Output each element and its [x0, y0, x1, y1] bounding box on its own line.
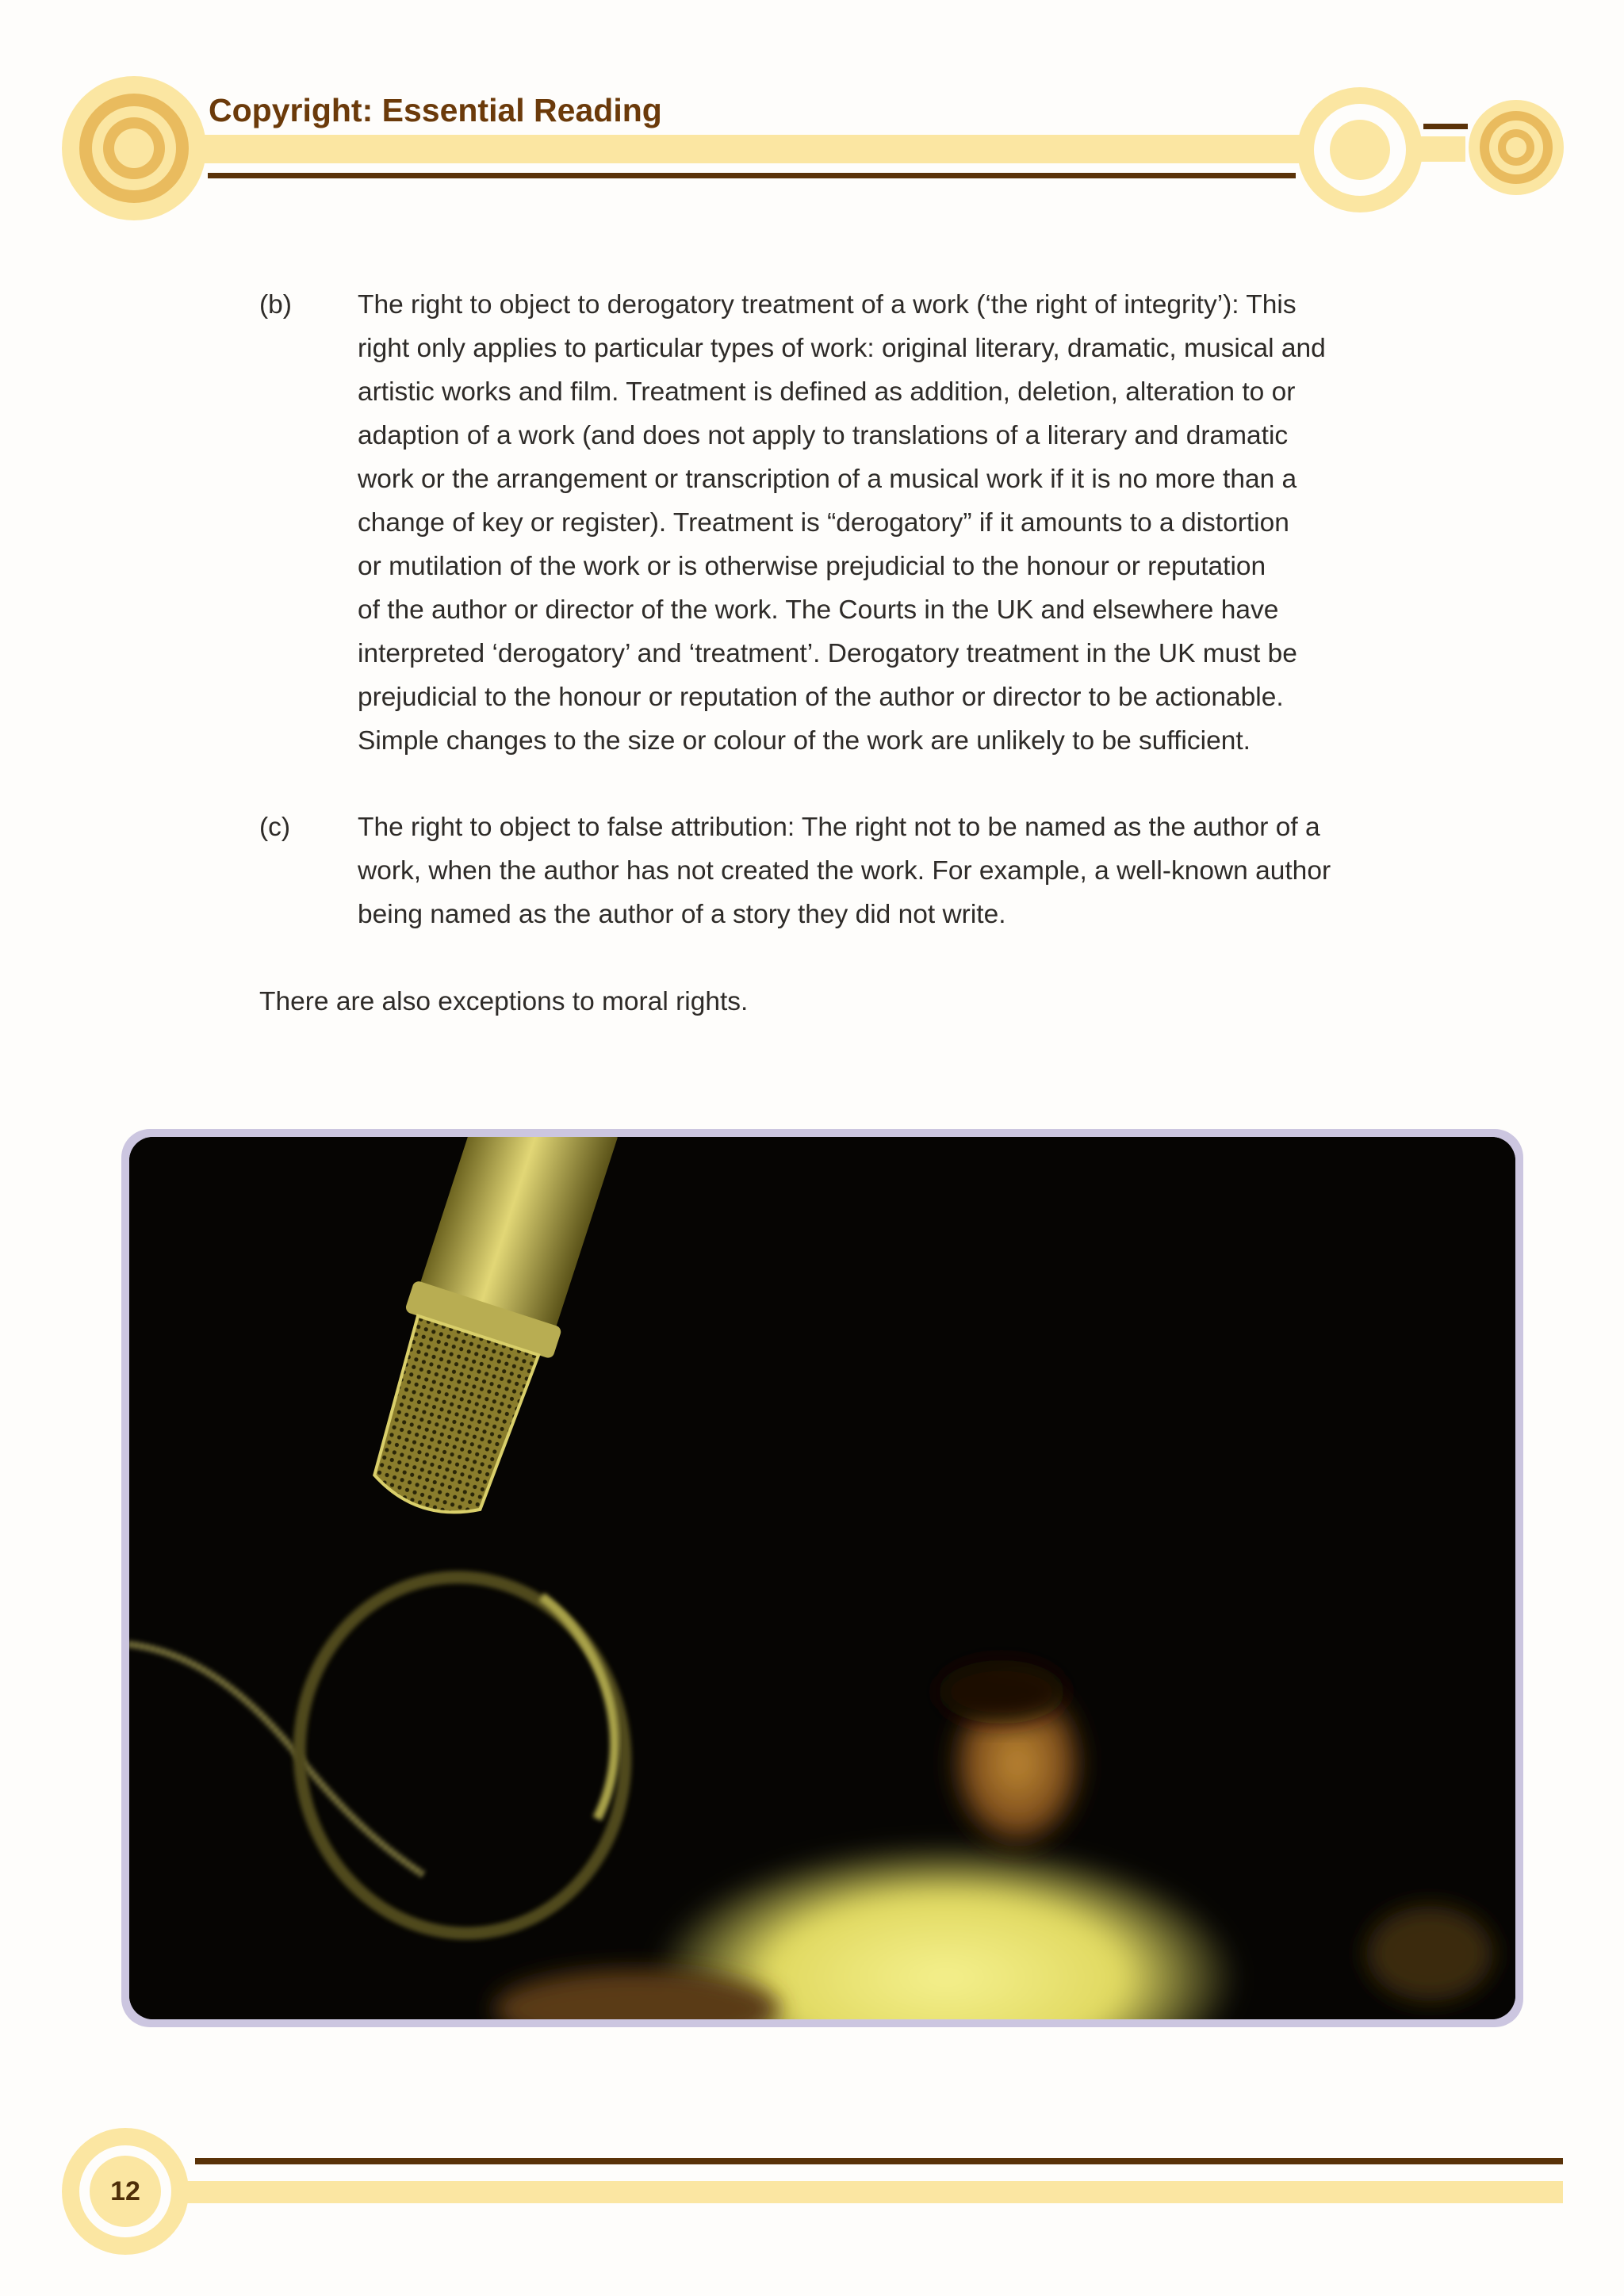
- paragraph-line: prejudicial to the honour or reputation of the author or director to be actionable.: [358, 683, 1284, 712]
- header-dash: [1423, 124, 1468, 129]
- paragraph-line: work, when the author has not created the work. For example, a well-known author: [358, 856, 1331, 886]
- header-band: [135, 135, 1324, 163]
- paragraph-line: right only applies to particular types of work: original literary, dramatic, musical and: [358, 334, 1326, 363]
- paragraph-line: adaption of a work (and does not apply to translations of a literary and dramatic: [358, 421, 1289, 450]
- paragraph-line: of the author or director of the work. The Courts in the UK and elsewhere have: [358, 595, 1279, 625]
- footer-band: [159, 2181, 1563, 2203]
- item-paragraph: [358, 283, 1388, 763]
- paragraph-line: or mutilation of the work or is otherwise prejudicial to the honour or reputation: [358, 552, 1266, 581]
- header-rule: [208, 173, 1296, 178]
- page-title: Copyright: Essential Reading: [209, 92, 662, 128]
- paragraph-line: Simple changes to the size or colour of the work are unlikely to be sufficient.: [358, 726, 1251, 756]
- item-label: (c): [259, 813, 291, 842]
- paragraph-line: being named as the author of a story they did not write.: [358, 900, 1006, 929]
- paragraph-line: artistic works and film. Treatment is defined as addition, deletion, alteration to or: [358, 377, 1296, 407]
- paragraph-line: change of key or register). Treatment is “derogatory” if it amounts to a distortion: [358, 508, 1289, 538]
- header-far-right-circle-center: [1506, 137, 1526, 158]
- header-left-circle-center: [114, 128, 154, 168]
- paragraph-line: work or the arrangement or transcription of a musical work if it is no more than a: [358, 465, 1297, 494]
- closing-paragraph: There are also exceptions to moral rights.: [259, 987, 749, 1016]
- paragraph-line: The right to object to false attribution: The right not to be named as the author of a: [358, 813, 1320, 842]
- paragraph-line: interpreted ‘derogatory’ and ‘treatment’. Derogatory treatment in the UK must be: [358, 639, 1297, 668]
- paragraph-line: The right to object to derogatory treatment of a work (‘the right of integrity’): This: [358, 290, 1297, 320]
- footer-rule: [195, 2158, 1563, 2164]
- item-label: (b): [259, 290, 292, 320]
- page-number: 12: [110, 2176, 140, 2206]
- item-paragraph: [358, 806, 1388, 936]
- studio-photo: [129, 1137, 1515, 2019]
- header-connector: [1418, 136, 1465, 162]
- header-right-circle-center: [1330, 120, 1390, 180]
- microphone-singer-illustration: [129, 1137, 1515, 2019]
